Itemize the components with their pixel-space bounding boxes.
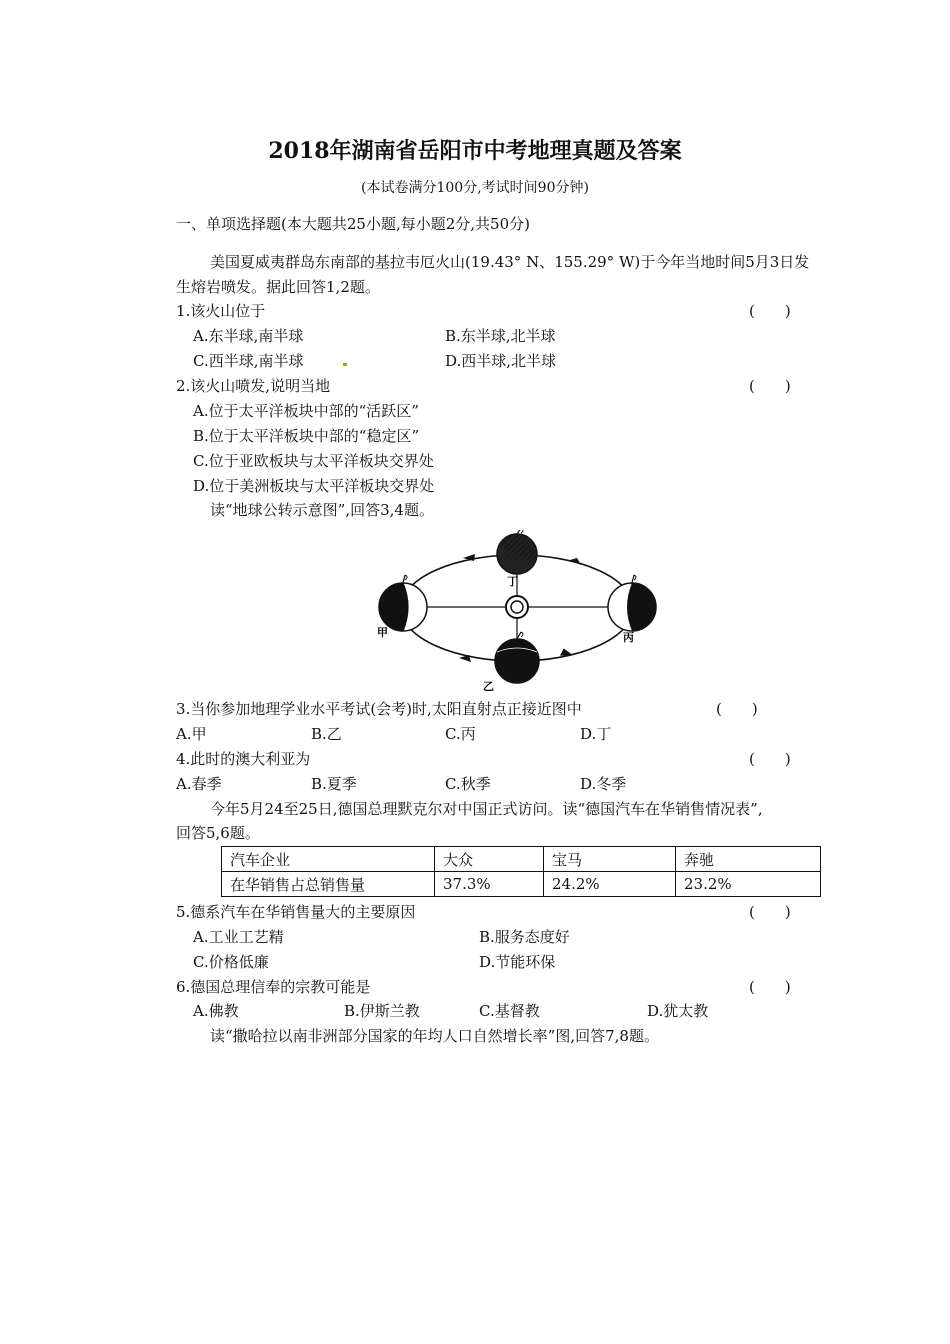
q2-option-d: D.位于美洲板块与太平洋板块交界处: [193, 477, 435, 495]
q2-answer-blank: ( ): [749, 377, 791, 395]
passage-1-line-1: 美国夏威夷群岛东南部的基拉韦厄火山(19.43° N、155.29° W)于今年当地时间5月3日发: [210, 253, 810, 271]
q4-option-d: D.冬季: [580, 775, 627, 793]
q6-option-c: C.基督教: [479, 1002, 540, 1020]
q5-option-b: B.服务态度好: [479, 928, 570, 946]
q6-option-b: B.伊斯兰教: [344, 1002, 420, 1020]
table-cell: 23.2%: [676, 872, 821, 897]
q2-stem: 2.该火山喷发,说明当地: [176, 377, 331, 395]
passage-1-line-2: 生熔岩喷发。据此回答1,2题。: [176, 278, 380, 296]
q6-answer-blank: ( ): [749, 978, 791, 996]
figure-intro: 读“地球公转示意图”,回答3,4题。: [210, 501, 434, 519]
q5-answer-blank: ( ): [749, 903, 791, 921]
q4-option-b: B.夏季: [311, 775, 357, 793]
label-jia: 甲: [377, 626, 388, 639]
q6-option-d: D.犹太教: [647, 1002, 709, 1020]
table-row: [222, 847, 821, 872]
table-cell: 大众: [435, 847, 544, 872]
q2-option-b: B.位于太平洋板块中部的“稳定区”: [193, 427, 420, 445]
document-title: 2018年湖南省岳阳市中考地理真题及答案: [268, 138, 682, 164]
q6-stem: 6.德国总理信奉的宗教可能是: [176, 978, 371, 996]
table-cell: 37.3%: [435, 872, 544, 897]
passage-2-line-2: 回答5,6题。: [176, 824, 260, 842]
q4-stem: 4.此时的澳大利亚为: [176, 750, 311, 768]
q2-option-c: C.位于亚欧板块与太平洋板块交界处: [193, 452, 434, 470]
sun-inner: [511, 601, 523, 613]
q1-option-c: C.西半球,南半球: [193, 352, 304, 370]
q3-answer-blank: ( ): [716, 700, 758, 718]
q5-option-c: C.价格低廉: [193, 953, 269, 971]
next-figure-intro: 读“撒哈拉以南非洲部分国家的年均人口自然增长率”图,回答7,8题。: [210, 1027, 659, 1045]
earth-bottom: [495, 639, 539, 683]
table-row: [222, 872, 821, 897]
arrow-bottom-right: [560, 648, 574, 660]
q4-option-a: A.春季: [176, 775, 222, 793]
q1-option-d: D.西半球,北半球: [445, 352, 557, 370]
q1-option-b: B.东半球,北半球: [445, 327, 556, 345]
passage-2-line-1: 今年5月24至25日,德国总理默克尔对中国正式访问。读“德国汽车在华销售情况表”,: [210, 800, 763, 818]
label-ding: 丁: [507, 575, 518, 588]
q2-option-a: A.位于太平洋板块中部的“活跃区”: [193, 402, 419, 420]
section-heading: 一、单项选择题(本大题共25小题,每小题2分,共50分): [176, 215, 530, 233]
q3-stem: 3.当你参加地理学业水平考试(会考)时,太阳直射点正接近图中: [176, 700, 582, 718]
label-bing: 丙: [623, 631, 634, 644]
q6-option-a: A.佛教: [193, 1002, 239, 1020]
label-yi: 乙: [483, 680, 494, 693]
table-cell: 在华销售占总销售量: [222, 872, 435, 897]
q3-option-a: A.甲: [176, 725, 207, 743]
table-cell: 宝马: [544, 847, 676, 872]
q4-option-c: C.秋季: [445, 775, 491, 793]
q1-stem: 1.该火山位于: [176, 302, 266, 320]
scan-speck: [343, 363, 347, 366]
car-sales-table: [221, 846, 821, 897]
table-cell: 奔驰: [676, 847, 821, 872]
q5-option-a: A.工业工艺精: [193, 928, 284, 946]
q3-option-c: C.丙: [445, 725, 476, 743]
earth-revolution-diagram: [375, 530, 665, 695]
q3-option-d: D.丁: [580, 725, 612, 743]
q5-option-d: D.节能环保: [479, 953, 556, 971]
q4-answer-blank: ( ): [749, 750, 791, 768]
document-subtitle: (本试卷满分100分,考试时间90分钟): [361, 180, 589, 196]
table-cell: 24.2%: [544, 872, 676, 897]
q1-option-a: A.东半球,南半球: [193, 327, 304, 345]
q5-stem: 5.德系汽车在华销售量大的主要原因: [176, 903, 416, 921]
table-cell: 汽车企业: [222, 847, 435, 872]
q3-option-b: B.乙: [311, 725, 342, 743]
q1-answer-blank: ( ): [749, 302, 791, 320]
